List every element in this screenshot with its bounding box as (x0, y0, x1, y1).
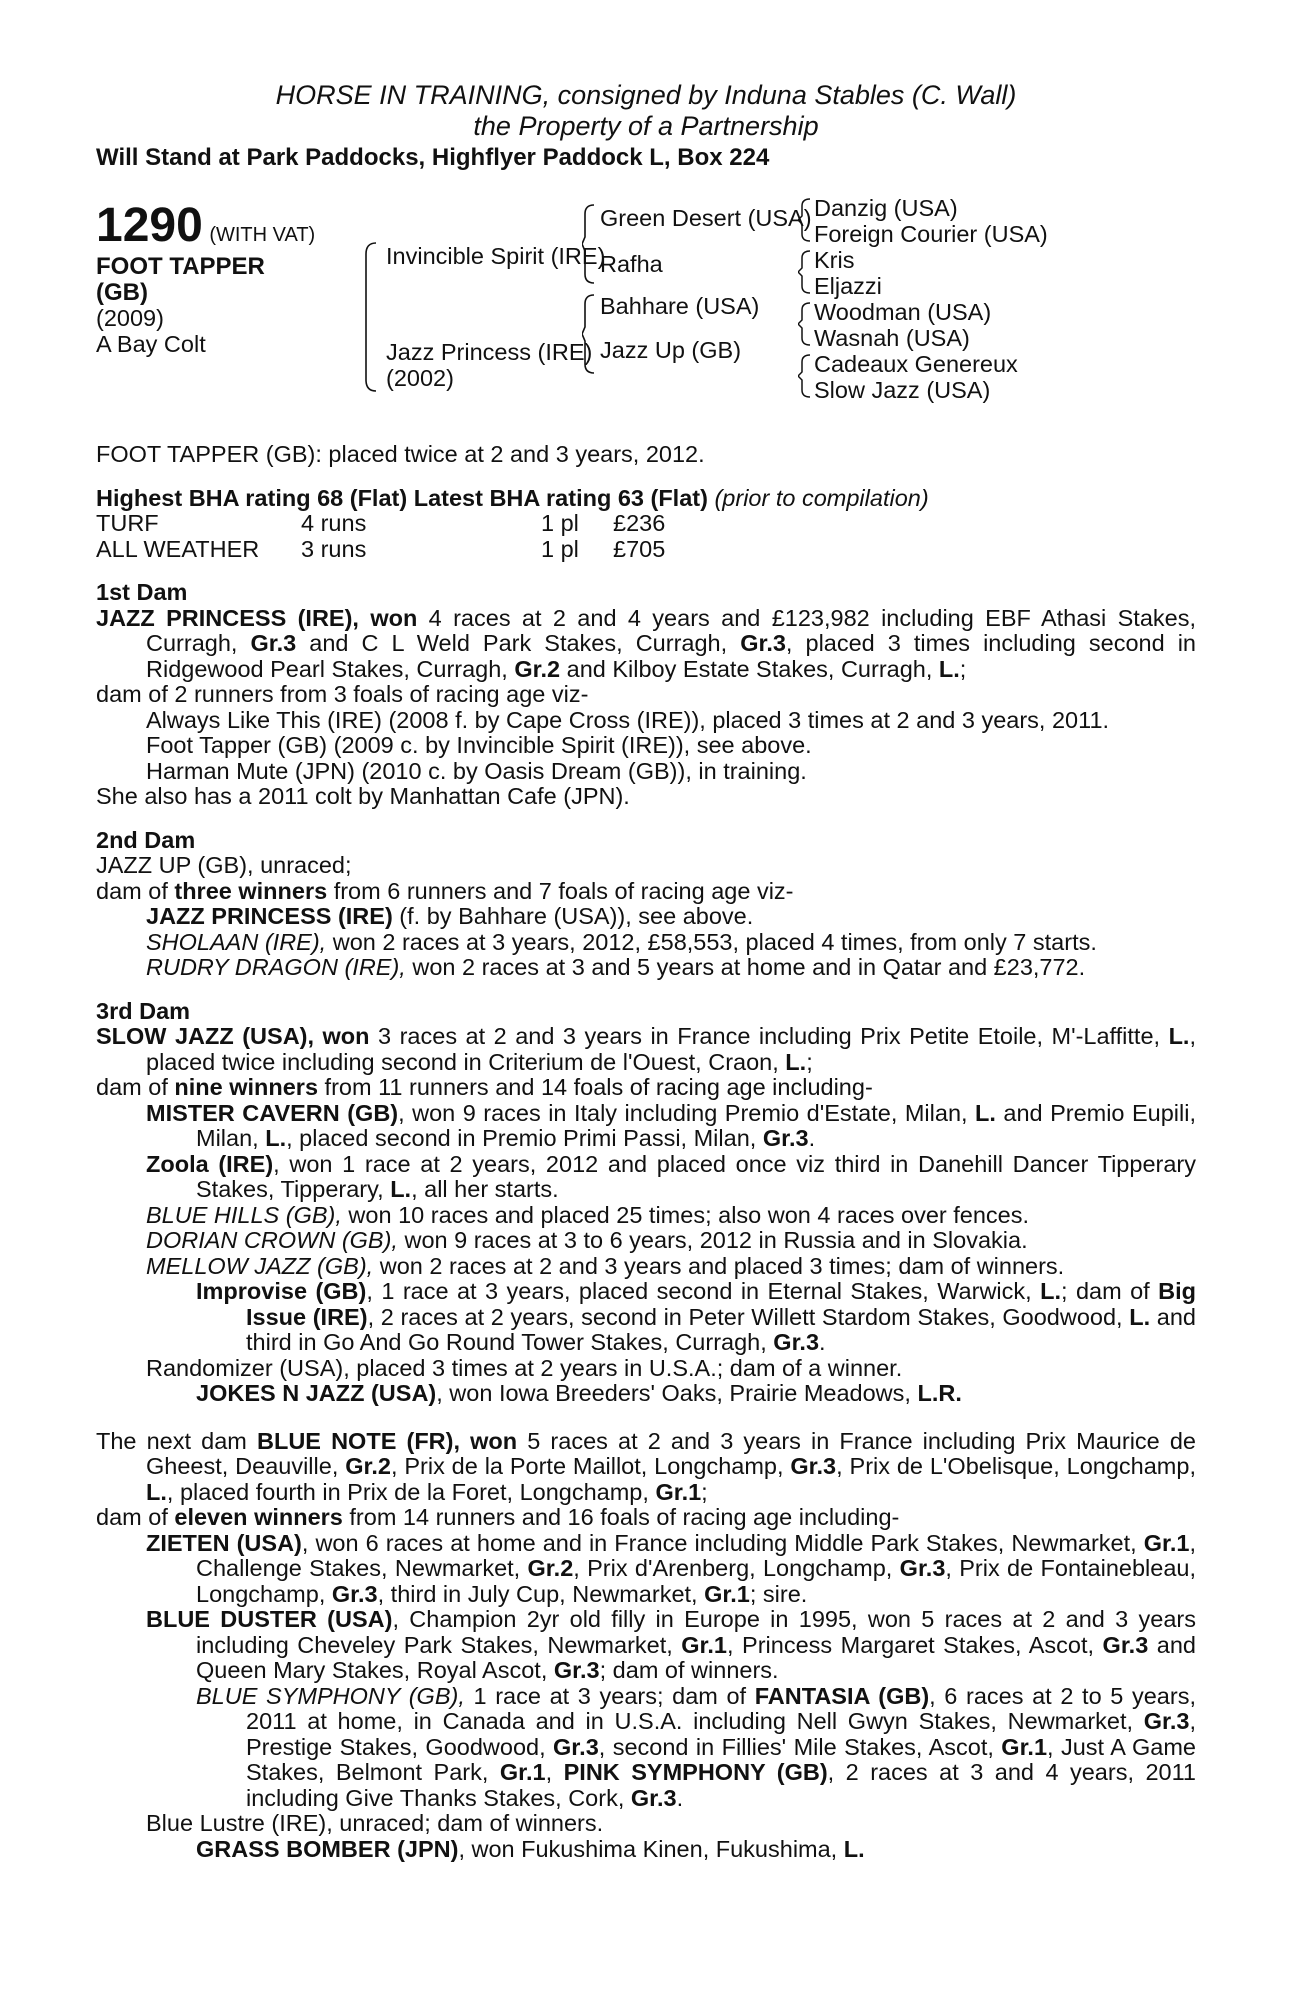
next-dam-section (96, 1429, 1196, 1863)
gen3-bracket-4 (798, 354, 812, 398)
list-item: Zoola (IRE), won 1 race at 2 years, 2012 and placed once viz third in Danehill Dancer Tipperary Stakes, Tipperary, L., all her starts. (146, 1150, 1196, 1202)
sire-sire-dam: Foreign Courier (USA) (814, 221, 1048, 247)
race-record-table (96, 511, 665, 562)
first-dam-also: She also has a 2011 colt by Manhattan Cafe (JPN). (96, 783, 630, 809)
next-dam-produce-intro: dam of eleven winners from 14 runners and 16 foals of racing age including- (96, 1504, 900, 1530)
list-item: SHOLAAN (IRE), won 2 races at 3 years, 2012, £58,553, placed 4 times, from only 7 starts. (146, 928, 1097, 955)
second-dam-produce-intro: dam of three winners from 6 runners and 7 foals of racing age viz- (96, 877, 794, 904)
first-dam-section (96, 580, 1196, 810)
horse-name: FOOT TAPPER (96, 253, 265, 280)
next-dam-record: The next dam BLUE NOTE (FR), won 5 races at 2 and 3 years in France including Prix Maurice de Gheest, Deauville, Gr.2, Prix de la Porte Maillot, Longchamp, Gr.3, Prix de L'Obelisque, Longchamp, L., placed fourth in Prix de la Foret, Longchamp, Gr.1; (96, 1427, 1196, 1505)
catalogue-page (96, 80, 1196, 1862)
horse-country: (GB) (96, 279, 148, 306)
first-dam-produce-intro: dam of 2 runners from 3 foals of racing age viz- (96, 681, 589, 707)
second-dam-record: JAZZ UP (GB), unraced; (96, 852, 352, 878)
sire-dam-sire: Kris (814, 247, 855, 273)
dam-year: (2002) (386, 365, 454, 391)
list-item: MISTER CAVERN (GB), won 9 races in Italy including Premio d'Estate, Milan, L. and Premio Eupili, Milan, L., placed second in Premio Primi Passi, Milan, Gr.3. (146, 1099, 1196, 1151)
third-dam-section (96, 999, 1196, 1407)
list-item: ZIETEN (USA), won 6 races at home and in France including Middle Park Stakes, Newmarket, Gr.1, Challenge Stakes, Newmarket, Gr.2, Prix d'Arenberg, Longchamp, Gr.3, Prix de Fontainebleau, Longchamp, Gr.3, third in July Cup, Newmarket, Gr.1; sire. (146, 1529, 1196, 1607)
header-location: Will Stand at Park Paddocks, Highflyer Paddock L, Box 224 (96, 144, 770, 171)
pedigree-block (96, 192, 1196, 442)
dam: Jazz Princess (IRE) (386, 339, 593, 365)
horse-description: A Bay Colt (96, 331, 206, 357)
dam-sire: Bahhare (USA) (600, 293, 760, 319)
dam-line-bracket (582, 294, 596, 374)
sire-sire: Green Desert (USA) (600, 205, 812, 231)
gen3-bracket-2 (798, 250, 812, 294)
dam-dam-dam: Slow Jazz (USA) (814, 377, 991, 403)
horse-summary: FOOT TAPPER (GB): placed twice at 2 and 3 years, 2012. (96, 441, 705, 467)
list-item: BLUE SYMPHONY (GB), 1 race at 3 years; dam of FANTASIA (GB), 6 races at 2 to 5 years, 2011 at home, in Canada and in U.S.A. including Nell Gwyn Stakes, Newmarket, Gr.3, Prestige Stakes, Goodwood, Gr.3, second in Fillies' Mile Stakes, Ascot, Gr.1, Just A Game Stakes, Belmont Park, Gr.1, PINK SYMPHONY (GB), 2 races at 3 and 4 years, 2011 including Give Thanks Stakes, Cork, Gr.3. (196, 1682, 1196, 1811)
vat-label: (WITH VAT) (209, 224, 316, 246)
dam-dam-sire: Cadeaux Genereux (814, 351, 1018, 377)
list-item: Always Like This (IRE) (2008 f. by Cape Cross (IRE)), placed 3 times at 2 and 3 years, 2011. (146, 706, 1110, 733)
list-item: BLUE HILLS (GB), won 10 races and placed 25 times; also won 4 races over fences. (146, 1201, 1030, 1228)
second-dam-section (96, 828, 1196, 981)
list-item: Foot Tapper (GB) (2009 c. by Invincible Spirit (IRE)), see above. (146, 732, 812, 758)
dam-sire-dam: Wasnah (USA) (814, 325, 970, 351)
third-dam-heading: 3rd Dam (96, 997, 191, 1024)
list-item: GRASS BOMBER (JPN), won Fukushima Kinen, Fukushima, L. (196, 1835, 865, 1862)
list-item: Blue Lustre (IRE), unraced; dam of winners. (146, 1810, 604, 1836)
list-item: Randomizer (USA), placed 3 times at 2 years in U.S.A.; dam of a winner. (146, 1354, 903, 1381)
list-item: DORIAN CROWN (GB), won 9 races at 3 to 6 years, 2012 in Russia and in Slovakia. (146, 1227, 1028, 1253)
gen3-bracket-3 (798, 302, 812, 346)
header-property: the Property of a Partnership (473, 111, 819, 141)
list-item: Improvise (GB), 1 race at 3 years, placed second in Eternal Stakes, Warwick, L.; dam of Big Issue (IRE), 2 races at 2 years, second in Peter Willett Stardom Stakes, Goodwood, L. and third in Go And Go Round Tower Stakes, Curragh, Gr.3. (196, 1278, 1196, 1355)
pedigree-bracket (364, 242, 378, 392)
list-item: BLUE DUSTER (USA), Champion 2yr old filly in Europe in 1995, won 5 races at 2 and 3 years including Cheveley Park Stakes, Newmarket, Gr.1, Princess Margaret Stakes, Ascot, Gr.3 and Queen Mary Stakes, Royal Ascot, Gr.3; dam of winners. (146, 1606, 1196, 1683)
list-item: MELLOW JAZZ (GB), won 2 races at 2 and 3 years and placed 3 times; dam of winners. (146, 1252, 1065, 1279)
first-dam-heading: 1st Dam (96, 579, 188, 605)
sire: Invincible Spirit (IRE) (386, 243, 606, 269)
table-row: ALL WEATHER 3 runs 1 pl £705 (96, 535, 666, 562)
sire-sire-sire: Danzig (USA) (814, 195, 958, 221)
list-item: JOKES N JAZZ (USA), won Iowa Breeders' Oaks, Prairie Meadows, L.R. (196, 1380, 962, 1406)
rating-section (96, 486, 1196, 563)
third-dam-produce-intro: dam of nine winners from 11 runners and 14 foals of racing age including- (96, 1074, 873, 1100)
list-item: Harman Mute (JPN) (2010 c. by Oasis Dream (GB)), in training. (146, 757, 807, 784)
list-item: RUDRY DRAGON (IRE), won 2 races at 3 and 5 years at home and in Qatar and £23,772. (146, 954, 1086, 980)
first-dam-record: JAZZ PRINCESS (IRE), won 4 races at 2 and 4 years and £123,982 including EBF Athasi Stakes, Curragh, Gr.3 and C L Weld Park Stakes, Curragh, Gr.3, placed 3 times including second in Ridgewood Pearl Stakes, Curragh, Gr.2 and Kilboy Estate Stakes, Curragh, L.; (96, 604, 1197, 682)
third-dam-record: SLOW JAZZ (USA), won 3 races at 2 and 3 years in France including Prix Petite Etoile, M'-Laffitte, L., placed twice including second in Criterium de l'Ouest, Craon, L.; (96, 1023, 1196, 1075)
rating-text: Highest BHA rating 68 (Flat) Latest BHA rating 63 (Flat) (96, 484, 708, 511)
dam-sire-sire: Woodman (USA) (814, 299, 992, 325)
list-item: JAZZ PRINCESS (IRE) (f. by Bahhare (USA)), see above. (146, 903, 754, 929)
horse-year: (2009) (96, 305, 164, 331)
second-dam-heading: 2nd Dam (96, 826, 196, 853)
sire-dam: Rafha (600, 251, 663, 277)
table-row: TURF 4 runs 1 pl £236 (96, 510, 666, 536)
lot-number: 1290 (96, 199, 203, 252)
rating-note: (prior to compilation) (714, 484, 929, 511)
sire-dam-dam: Eljazzi (814, 273, 882, 299)
gen3-bracket-1 (798, 198, 812, 242)
header-consignor: HORSE IN TRAINING, consigned by Induna Stables (C. Wall) (275, 80, 1017, 110)
sire-line-bracket (582, 204, 596, 284)
dam-dam: Jazz Up (GB) (600, 337, 742, 363)
